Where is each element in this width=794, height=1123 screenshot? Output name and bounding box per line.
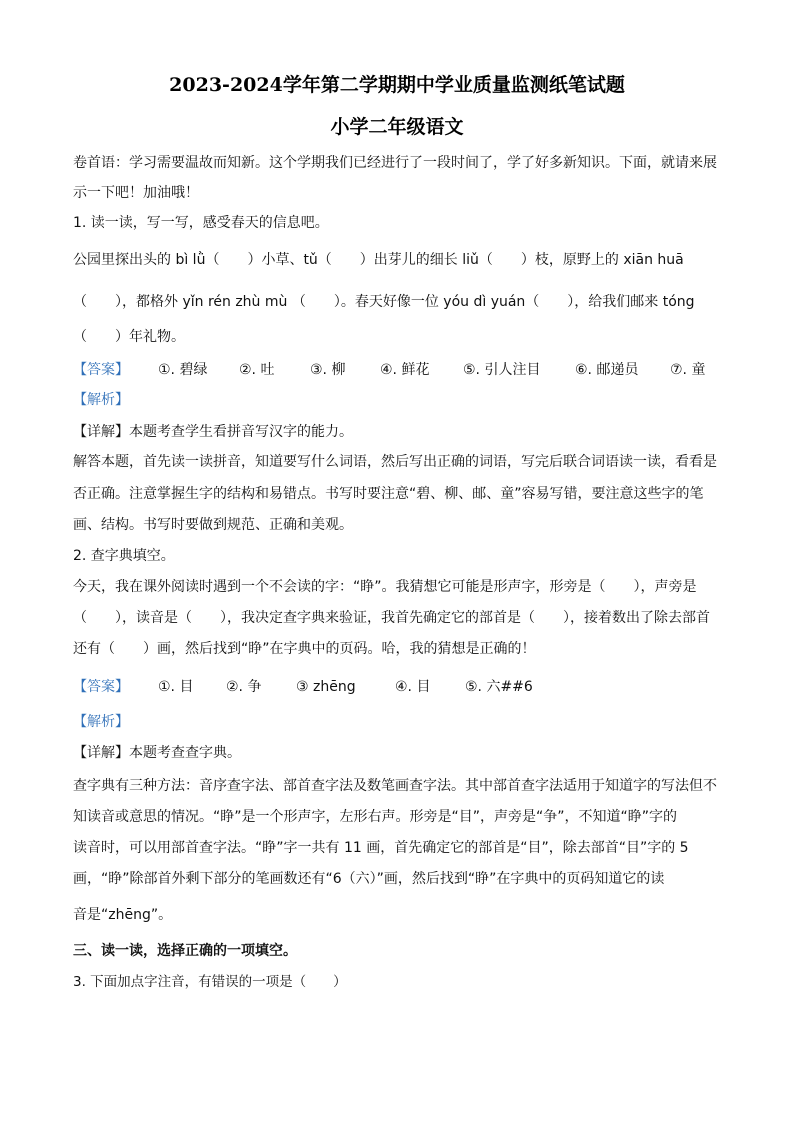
detail-line: 音是“zhēng”。 [73, 907, 173, 923]
question-text: 还有（ ）画，然后找到“睁”在字典中的页码。哈，我的猜想是正确的！ [73, 641, 536, 657]
question-stem: 3. 下面加点字注音，有错误的一项是（ ） [73, 974, 347, 990]
analysis-label: 【解析】 [73, 392, 129, 408]
answer-item: ⑥. 邮递员 [575, 362, 639, 378]
analysis-label: 【解析】 [73, 714, 129, 730]
detail-line: 解答本题，首先读一读拼音，知道要写什么词语，然后写出正确的词语，写完后联合词语读一读，看看是 [73, 454, 717, 470]
answer-item: ④. 鲜花 [380, 362, 430, 378]
answer-item: ①. 目 [158, 679, 194, 695]
detail-line: 查字典有三种方法：音序查字法、部首查字法及数笔画查字法。其中部首查字法适用于知道字的写法但不 [73, 778, 717, 794]
answer-label: 【答案】 [73, 679, 129, 695]
answer-item: ②. 争 [226, 679, 262, 695]
intro-line: 示一下吧！加油哦！ [73, 185, 199, 201]
question-text: （ ）年礼物。 [73, 329, 185, 345]
page-title: 2023-2024学年第二学期期中学业质量监测纸笔试题 [169, 74, 625, 96]
answer-item: ③. 柳 [310, 362, 346, 378]
question-text: （ ），读音是（ ），我决定查字典来验证，我首先确定它的部首是（ ），接着数出了除去部首 [73, 610, 710, 626]
answer-item: ④. 目 [395, 679, 431, 695]
page-subtitle: 小学二年级语文 [330, 116, 464, 138]
answer-item: ①. 碧绿 [158, 362, 208, 378]
intro-line: 卷首语：学习需要温故而知新。这个学期我们已经进行了一段时间了，学了好多新知识。下面，就请来展 [73, 155, 717, 171]
answer-item: ②. 吐 [239, 362, 275, 378]
answer-item: ⑤. 六##6 [465, 679, 533, 695]
detail-line: 读音时，可以用部首查字法。“睁”字一共有 11 画，首先确定它的部首是“目”，除去部首“目”字的 5 [73, 840, 689, 856]
question-text: 今天，我在课外阅读时遇到一个不会读的字：“睁”。我猜想它可能是形声字，形旁是（ ），声旁是 [73, 579, 697, 595]
question-text: 公园里探出头的 bì lǜ（ ）小草、tǔ（ ）出芽儿的细长 liǔ（ ）枝，原野上的 xiān huā [73, 252, 684, 268]
detail-line: 否正确。注意掌握生字的结构和易错点。书写时要注意“碧、柳、邮、童”容易写错，要注意这些字的笔 [73, 486, 704, 502]
question-text: （ ），都格外 yǐn rén zhù mù （ ）。春天好像一位 yóu dì yuán（ ），给我们邮来 tóng [73, 294, 695, 310]
answer-item: ③ zhēng [296, 679, 356, 695]
answer-item: ⑦. 童 [670, 362, 706, 378]
detail-line: 知读音或意思的情况。“睁”是一个形声字，左形右声。形旁是“目”，声旁是“争”，不知道“睁”字的 [73, 809, 678, 825]
section-heading: 三、读一读，选择正确的一项填空。 [73, 943, 297, 959]
detail-line: 画，“睁”除部首外剩下部分的笔画数还有“6（六）”画，然后找到“睁”在字典中的页码知道它的读 [73, 871, 665, 887]
detail-line: 【详解】本题考查学生看拼音写汉字的能力。 [73, 424, 353, 440]
detail-line: 【详解】本题考查查字典。 [73, 745, 241, 761]
question-stem: 2. 查字典填空。 [73, 548, 175, 564]
question-stem: 1. 读一读，写一写，感受春天的信息吧。 [73, 215, 329, 231]
answer-label: 【答案】 [73, 362, 129, 378]
answer-item: ⑤. 引人注目 [463, 362, 541, 378]
detail-line: 画、结构。书写时要做到规范、正确和美观。 [73, 517, 353, 533]
